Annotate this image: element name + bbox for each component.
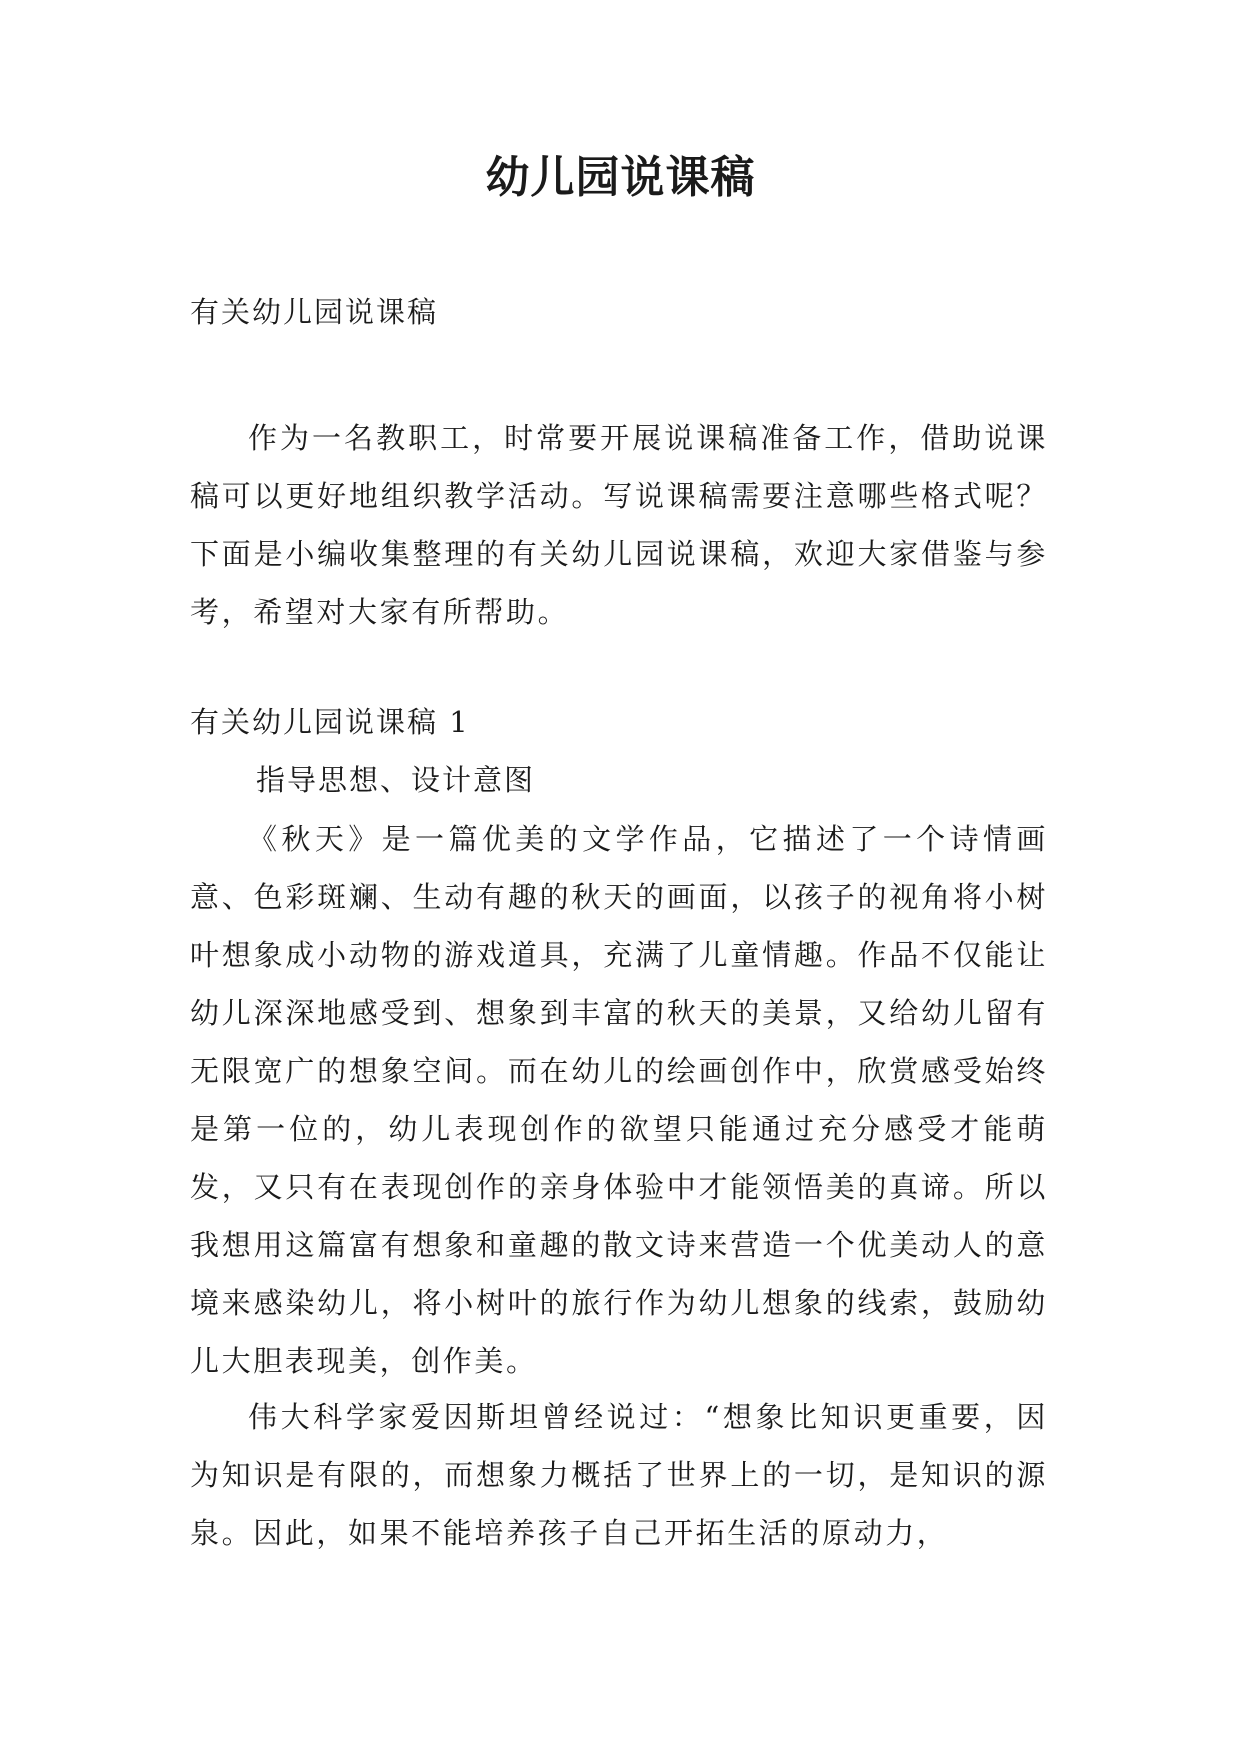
section-heading: 有关幼儿园说课稿 1 (190, 705, 470, 739)
document-title: 幼儿园说课稿 (485, 152, 756, 203)
body-paragraph-2: 伟大科学家爱因斯坦曾经说过：“想象比知识更重要，因为知识是有限的，而想象力概括了世界上的一切，是知识的源泉。因此，如果不能培养孩子自己开拓生活的原动力， (190, 1400, 1048, 1550)
body-paragraph-1: 《秋天》是一篇优美的文学作品，它描述了一个诗情画意、色彩斑斓、生动有趣的秋天的画面，以孩子的视角将小树叶想象成小动物的游戏道具，充满了儿童情趣。作品不仅能让幼儿深深地感受到、想象到丰富的秋天的美景，又给幼儿留有无限宽广的想象空间。而在幼儿的绘画创作中，欣赏感受始终是第一位的，幼儿表现创作的欲望只能通过充分感受才能萌发，又只有在表现创作的亲身体验中才能领悟美的真谛。所以我想用这篇富有想象和童趣的散文诗来营造一个优美动人的意境来感染幼儿，将小树叶的旅行作为幼儿想象的线索，鼓励幼儿大胆表现美，创作美。 (190, 822, 1048, 1378)
document-subtitle: 有关幼儿园说课稿 (190, 295, 439, 329)
sub-heading: 指导思想、设计意图 (256, 763, 536, 797)
intro-paragraph: 作为一名教职工，时常要开展说课稿准备工作，借助说课稿可以更好地组织教学活动。写说课稿需要注意哪些格式呢？下面是小编收集整理的有关幼儿园说课稿，欢迎大家借鉴与参考，希望对大家有所帮助。 (190, 421, 1048, 629)
